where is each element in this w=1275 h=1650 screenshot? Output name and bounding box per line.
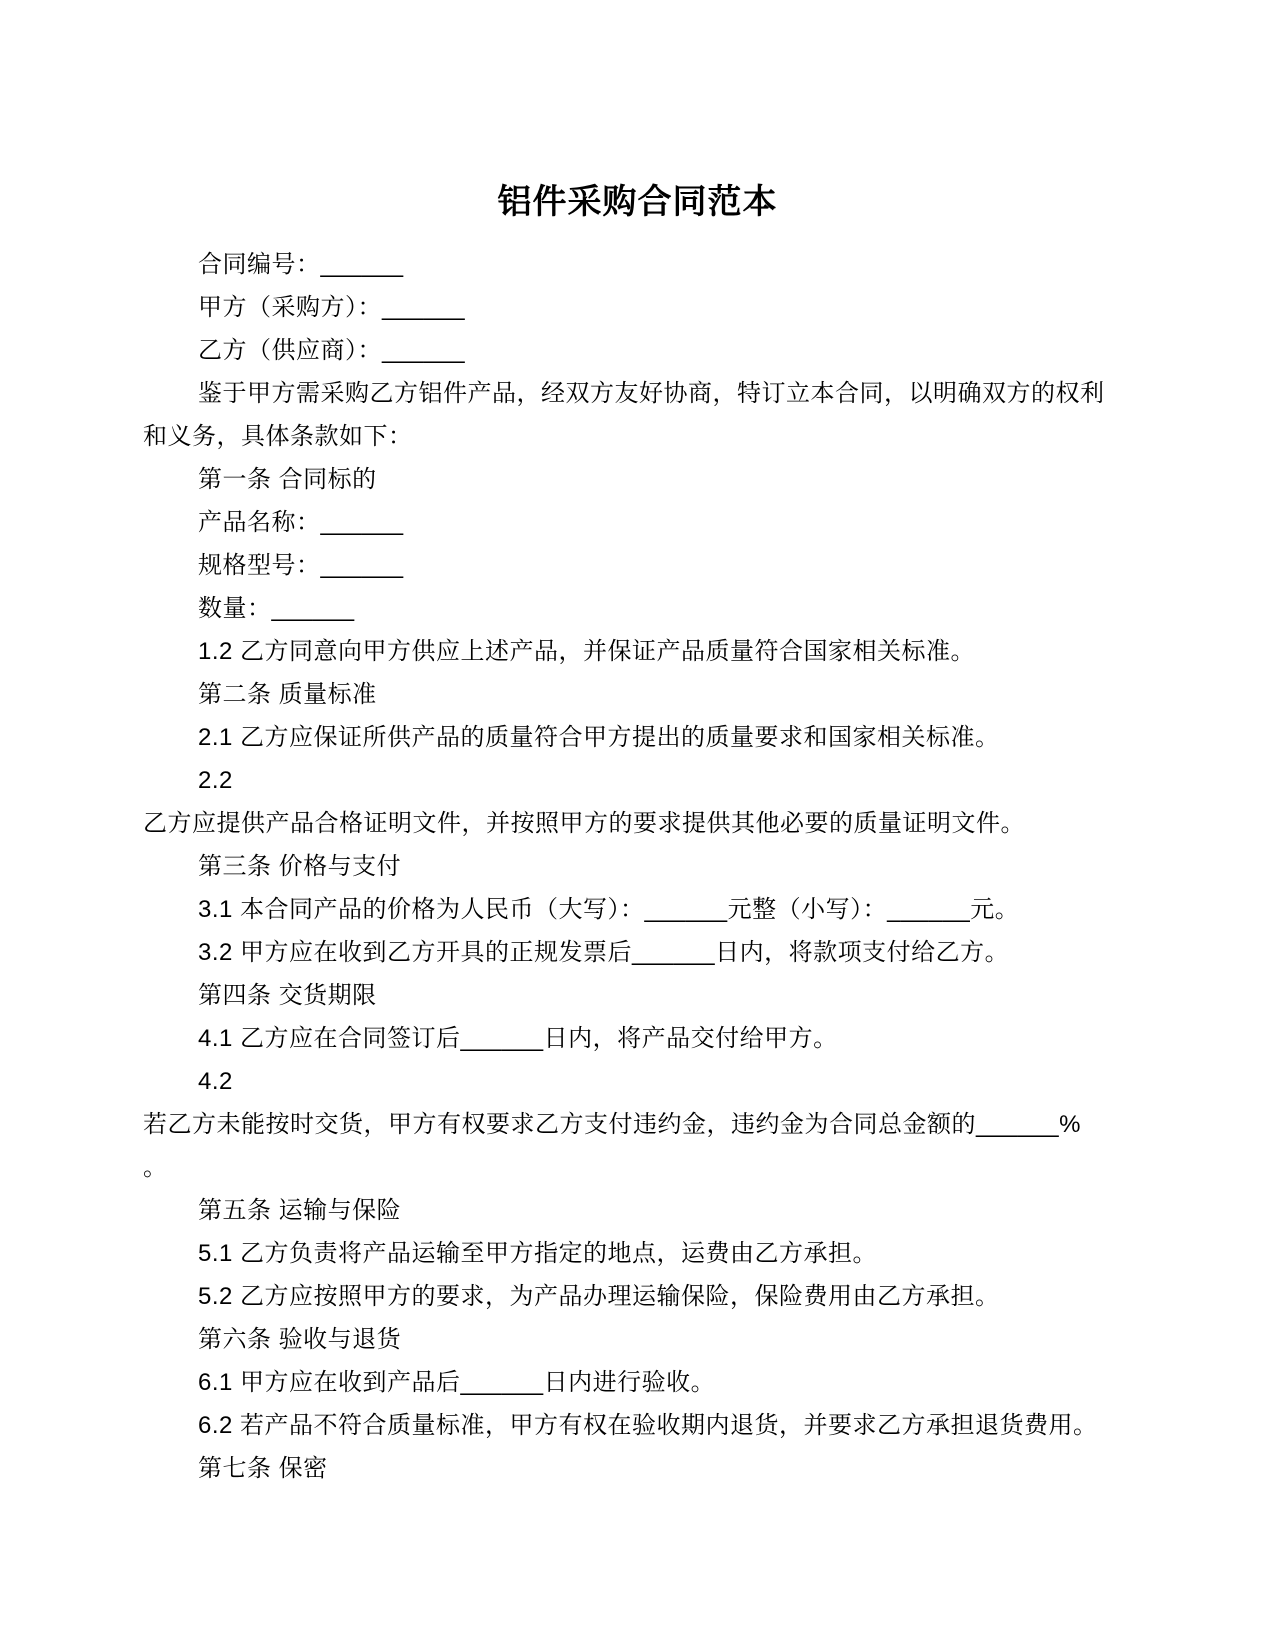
field-spec-model: 规格型号：______ — [198, 552, 404, 579]
field-product-name: 产品名称：______ — [198, 509, 404, 536]
clause-5-heading: 第五条 运输与保险 — [198, 1197, 402, 1224]
clause-4-2-period: 。 — [143, 1154, 168, 1181]
preamble-line-1: 鉴于甲方需采购乙方铝件产品，经双方友好协商，特订立本合同，以明确双方的权利 — [198, 380, 1105, 407]
clause-3-heading: 第三条 价格与支付 — [198, 853, 402, 880]
clause-1-heading: 第一条 合同标的 — [198, 466, 377, 493]
field-contract-number: 合同编号：______ — [198, 251, 404, 278]
clause-6-heading: 第六条 验收与退货 — [198, 1326, 402, 1353]
clause-5-2: 5.2 乙方应按照甲方的要求，为产品办理运输保险，保险费用由乙方承担。 — [198, 1283, 1000, 1310]
clause-1-2: 1.2 乙方同意向甲方供应上述产品，并保证产品质量符合国家相关标准。 — [198, 638, 976, 665]
field-quantity: 数量：______ — [198, 595, 355, 622]
clause-4-1: 4.1 乙方应在合同签订后______日内，将产品交付给甲方。 — [198, 1025, 838, 1052]
clause-7-heading: 第七条 保密 — [198, 1455, 328, 1482]
clause-2-1: 2.1 乙方应保证所供产品的质量符合甲方提出的质量要求和国家相关标准。 — [198, 724, 1000, 751]
clause-3-1: 3.1 本合同产品的价格为人民币（大写）：______元整（小写）：______元。 — [198, 896, 1020, 923]
clause-4-heading: 第四条 交货期限 — [198, 982, 377, 1009]
page-title: 铝件采购合同范本 — [497, 183, 778, 221]
clause-4-2-number: 4.2 — [198, 1068, 233, 1095]
clause-6-1: 6.1 甲方应在收到产品后______日内进行验收。 — [198, 1369, 716, 1396]
clause-2-2-number: 2.2 — [198, 767, 233, 794]
clause-2-heading: 第二条 质量标准 — [198, 681, 377, 708]
preamble-line-2: 和义务，具体条款如下： — [143, 423, 413, 450]
clause-4-2-text: 若乙方未能按时交货，甲方有权要求乙方支付违约金，违约金为合同总金额的______% — [143, 1111, 1081, 1138]
field-party-a: 甲方（采购方）：______ — [198, 294, 466, 321]
field-party-b: 乙方（供应商）：______ — [198, 337, 466, 364]
clause-2-2-text: 乙方应提供产品合格证明文件，并按照甲方的要求提供其他必要的质量证明文件。 — [143, 810, 1025, 837]
clause-5-1: 5.1 乙方负责将产品运输至甲方指定的地点，运费由乙方承担。 — [198, 1240, 878, 1267]
clause-6-2: 6.2 若产品不符合质量标准，甲方有权在验收期内退货，并要求乙方承担退货费用。 — [198, 1412, 1098, 1439]
clause-3-2: 3.2 甲方应在收到乙方开具的正规发票后______日内，将款项支付给乙方。 — [198, 939, 1010, 966]
